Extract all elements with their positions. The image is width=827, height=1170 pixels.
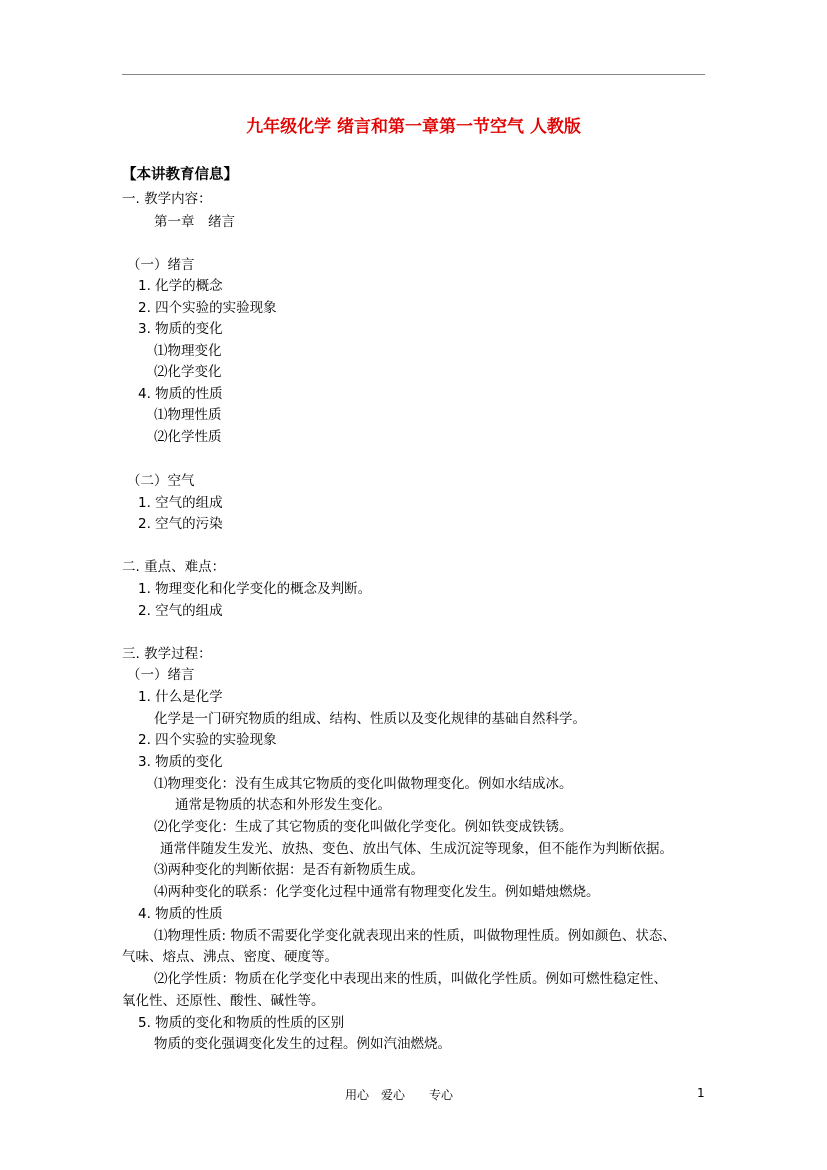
document-title: 九年级化学 绪言和第一章第一节空气 人教版	[246, 117, 581, 137]
text-line: 2. 四个实验的实验现象	[138, 732, 277, 748]
text-line: ⑴物理变化	[154, 343, 222, 359]
text-line: 4. 物质的性质	[138, 906, 223, 922]
text-line: ⑵化学性质	[154, 429, 222, 445]
footer-text: 用心 爱心 专心	[345, 1088, 454, 1102]
text-line: ⑵化学变化：生成了其它物质的变化叫做化学变化。例如铁变成铁锈。	[154, 819, 573, 835]
text-line: 三. 教学过程：	[122, 646, 212, 662]
section-heading: 【本讲教育信息】	[122, 167, 238, 183]
text-line: 氧化性、还原性、酸性、碱性等。	[122, 993, 325, 1009]
text-line: 通常是物质的状态和外形发生变化。	[175, 797, 391, 813]
text-line: （二）空气	[127, 473, 195, 489]
text-line: ⑵化学性质：物质在化学变化中表现出来的性质，叫做化学性质。例如可燃性稳定性、	[154, 971, 667, 987]
text-line: 化学是一门研究物质的组成、结构、性质以及变化规律的基础自然科学。	[154, 711, 586, 727]
text-line: 5. 物质的变化和物质的性质的区别	[138, 1015, 345, 1031]
header-rule	[122, 74, 705, 75]
text-line: ⑷两种变化的联系：化学变化过程中通常有物理变化发生。例如蜡烛燃烧。	[154, 884, 600, 900]
text-line: 2. 空气的组成	[138, 603, 223, 619]
text-line: （一）绪言	[127, 667, 195, 683]
text-line: 通常伴随发生发光、放热、变色、放出气体、生成沉淀等现象，但不能作为判断依据。	[160, 841, 673, 857]
page-number: 1	[697, 1086, 705, 1100]
text-line: 物质的变化强调变化发生的过程。例如汽油燃烧。	[154, 1036, 451, 1052]
text-line: ⑴物理变化：没有生成其它物质的变化叫做物理变化。例如水结成冰。	[154, 776, 573, 792]
text-line: 第一章 绪言	[154, 214, 235, 230]
text-line: （一）绪言	[127, 257, 195, 273]
text-line: 2. 四个实验的实验现象	[138, 300, 277, 316]
text-line: 一. 教学内容：	[122, 191, 212, 207]
text-line: 4. 物质的性质	[138, 386, 223, 402]
text-line: 气味、熔点、沸点、密度、硬度等。	[122, 949, 338, 965]
text-line: 1. 物理变化和化学变化的概念及判断。	[138, 581, 372, 597]
text-line: 1. 空气的组成	[138, 495, 223, 511]
text-line: 3. 物质的变化	[138, 754, 223, 770]
text-line: 2. 空气的污染	[138, 516, 223, 532]
text-line: 3. 物质的变化	[138, 321, 223, 337]
text-line: ⑴物理性质	[154, 407, 222, 423]
text-line: 二. 重点、难点：	[122, 559, 226, 575]
text-line: ⑶两种变化的判断依据：是否有新物质生成。	[154, 862, 424, 878]
text-line: 1. 什么是化学	[138, 689, 223, 705]
text-line: ⑴物理性质: 物质不需要化学变化就表现出来的性质，叫做物理性质。例如颜色、状态、	[154, 928, 676, 944]
text-line: ⑵化学变化	[154, 364, 222, 380]
text-line: 1. 化学的概念	[138, 278, 223, 294]
